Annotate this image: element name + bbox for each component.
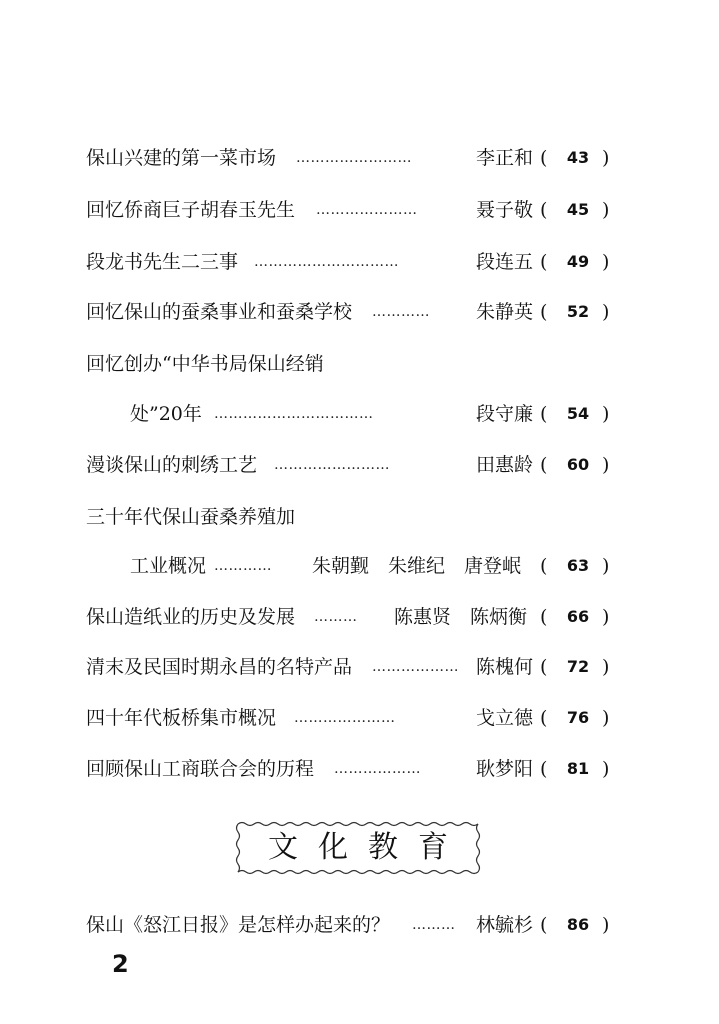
entry-title: 保山兴建的第一菜市场 xyxy=(86,147,277,169)
leader-dots: ……………… xyxy=(372,659,459,675)
entry-title: 三十年代保山蚕桑养殖加 xyxy=(86,506,296,528)
paren-close: ) xyxy=(602,555,610,577)
toc-entry-part xyxy=(0,502,719,532)
paren-open: ( xyxy=(540,555,548,577)
entry-author: 朱朝觐 朱维纪 唐登岷 xyxy=(312,555,522,577)
paren-close: ) xyxy=(602,301,610,323)
paren-open: ( xyxy=(540,403,548,425)
entry-page: 76 xyxy=(566,708,590,727)
entry-title: 漫谈保山的刺绣工艺 xyxy=(86,454,258,476)
entry-page: 60 xyxy=(566,455,590,474)
toc-entry xyxy=(0,602,719,632)
toc-entry xyxy=(0,652,719,682)
paren-close: ) xyxy=(602,656,610,678)
paren-close: ) xyxy=(602,606,610,628)
entry-page: 66 xyxy=(566,607,590,626)
entry-page: 63 xyxy=(566,556,590,575)
leader-dots: ………………………… xyxy=(254,254,399,270)
leader-dots: …………………………… xyxy=(214,406,374,422)
entry-title: 保山《怒江日报》是怎样办起来的？ xyxy=(86,914,391,936)
paren-open: ( xyxy=(540,251,548,273)
leader-dots: …………………… xyxy=(296,150,412,166)
paren-close: ) xyxy=(602,199,610,221)
entry-title: 回忆保山的蚕桑事业和蚕桑学校 xyxy=(86,301,353,323)
entry-page: 52 xyxy=(566,302,590,321)
entry-page: 72 xyxy=(566,657,590,676)
entry-title: 工业概况 xyxy=(130,555,207,577)
paren-open: ( xyxy=(540,606,548,628)
entry-title: 四十年代板桥集市概况 xyxy=(86,707,277,729)
toc-entry xyxy=(0,195,719,225)
paren-close: ) xyxy=(602,251,610,273)
toc-entry-continuation xyxy=(0,399,719,429)
leader-dots: ………… xyxy=(372,304,430,320)
entry-author: 戈立德 xyxy=(476,707,534,729)
leader-dots: ………… xyxy=(214,558,272,574)
entry-page: 54 xyxy=(566,404,590,423)
entry-author: 聂子敬 xyxy=(476,199,534,221)
leader-dots: ……… xyxy=(314,609,358,625)
leader-dots: ………………… xyxy=(316,202,418,218)
entry-author: 陈槐何 xyxy=(476,656,534,678)
toc-entry xyxy=(0,297,719,327)
entry-title: 段龙书先生二三事 xyxy=(86,251,239,273)
entry-author: 耿梦阳 xyxy=(476,758,534,780)
entry-title: 回忆侨商巨子胡春玉先生 xyxy=(86,199,296,221)
toc-entry xyxy=(0,450,719,480)
page-number: 2 xyxy=(112,950,129,978)
entry-page: 49 xyxy=(566,252,590,271)
toc-entry xyxy=(0,247,719,277)
entry-author: 陈惠贤 陈炳衡 xyxy=(394,606,528,628)
paren-close: ) xyxy=(602,147,610,169)
paren-close: ) xyxy=(602,403,610,425)
entry-title: 保山造纸业的历史及发展 xyxy=(86,606,296,628)
toc-entry xyxy=(0,703,719,733)
entry-page: 43 xyxy=(566,148,590,167)
paren-close: ) xyxy=(602,454,610,476)
toc-entry xyxy=(0,910,719,940)
paren-open: ( xyxy=(540,454,548,476)
leader-dots: …………………… xyxy=(274,457,390,473)
paren-open: ( xyxy=(540,914,548,936)
leader-dots: ………………… xyxy=(294,710,396,726)
paren-close: ) xyxy=(602,914,610,936)
entry-title: 处”20年 xyxy=(130,403,202,425)
paren-open: ( xyxy=(540,758,548,780)
toc-entry-part xyxy=(0,349,719,379)
entry-page: 81 xyxy=(566,759,590,778)
entry-title: 回顾保山工商联合会的历程 xyxy=(86,758,315,780)
entry-title: 回忆创办“中华书局保山经销 xyxy=(86,353,324,375)
entry-author: 段连五 xyxy=(476,251,534,273)
leader-dots: ……… xyxy=(412,917,456,933)
paren-open: ( xyxy=(540,147,548,169)
toc-entry-continuation xyxy=(0,551,719,581)
entry-page: 45 xyxy=(566,200,590,219)
section-heading: 文化教育 xyxy=(268,830,468,865)
entry-author: 林毓杉 xyxy=(476,914,534,936)
paren-open: ( xyxy=(540,707,548,729)
leader-dots: ……………… xyxy=(334,761,421,777)
paren-close: ) xyxy=(602,707,610,729)
paren-open: ( xyxy=(540,656,548,678)
entry-author: 段守廉 xyxy=(476,403,534,425)
entry-author: 李正和 xyxy=(476,147,534,169)
paren-close: ) xyxy=(602,758,610,780)
entry-author: 朱静英 xyxy=(476,301,534,323)
paren-open: ( xyxy=(540,301,548,323)
section-heading-box xyxy=(234,820,482,876)
toc-entry xyxy=(0,143,719,173)
entry-title: 清末及民国时期永昌的名特产品 xyxy=(86,656,353,678)
entry-page: 86 xyxy=(566,915,590,934)
toc-entry xyxy=(0,754,719,784)
paren-open: ( xyxy=(540,199,548,221)
entry-author: 田惠龄 xyxy=(476,454,534,476)
